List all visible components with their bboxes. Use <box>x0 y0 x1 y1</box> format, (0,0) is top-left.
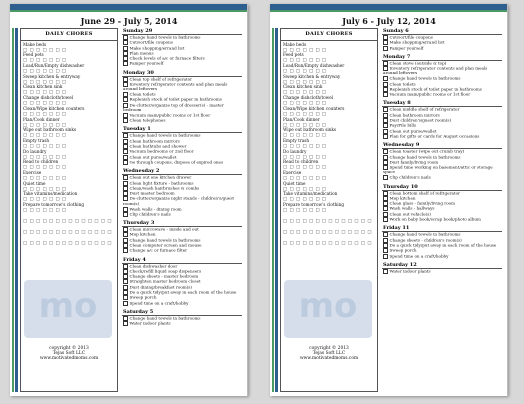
daily-chore-label: Plan/Cook dinner <box>283 116 320 122</box>
task-checkbox[interactable] <box>123 56 128 61</box>
task-label: Clean toaster (wipe out crumb tray) <box>389 148 465 154</box>
task-label: Clean computer screen and mouse <box>129 242 202 248</box>
daily-chore-label: Plan/Cook dinner <box>23 116 60 122</box>
task-label: Change hand towels in bathrooms <box>129 34 201 40</box>
daily-chore-label: Prepare tomorrow's clothing <box>283 202 345 207</box>
daily-chore-label: Feed pets <box>283 52 304 58</box>
task-checkbox[interactable] <box>383 254 388 259</box>
task-checkbox[interactable] <box>123 118 128 123</box>
task-label: Vacuum main/public rooms or 1st floor <box>129 112 211 118</box>
task-checkbox[interactable] <box>123 264 128 269</box>
weekly-task-list <box>382 28 502 392</box>
motivated-moms-logo <box>284 280 372 338</box>
daily-chore-label: Make beds <box>23 41 47 47</box>
daily-chore-checkboxes[interactable]: □ □ □ □ □ □ □ <box>23 185 67 191</box>
week-title: June 29 - July 5, 2014 <box>80 16 178 26</box>
daily-chore-checkboxes[interactable]: □ □ □ □ □ □ □ <box>283 57 327 63</box>
task-checkbox[interactable] <box>123 186 128 191</box>
task-label: Spend time on a craft/hobby <box>129 300 189 306</box>
day-heading: Tuesday 1 <box>122 126 242 133</box>
daily-chore-label: Quiet time <box>23 180 46 186</box>
task-label: Clean out purse/wallet <box>389 128 437 134</box>
task-label: Change hand towels in bathrooms <box>129 132 201 138</box>
task-checkbox[interactable] <box>123 290 128 295</box>
task-checkbox[interactable] <box>383 155 388 160</box>
task-checkbox[interactable] <box>383 107 388 112</box>
daily-chore-label: Empty trash <box>23 137 50 143</box>
task-checkbox[interactable] <box>123 92 128 97</box>
task-item <box>382 134 502 139</box>
task-checkbox[interactable] <box>123 243 128 248</box>
task-checkbox[interactable] <box>123 113 128 118</box>
company-line: Tejas Soft LLC <box>52 351 86 357</box>
task-checkbox[interactable] <box>383 206 388 211</box>
daily-chore-checkboxes[interactable]: □ □ □ □ □ □ □ <box>23 121 67 127</box>
task-label: Clip children's nails <box>129 211 171 217</box>
task-label: Plan for gifts or cards for August occasions <box>389 133 480 139</box>
task-label: Inventory refrigerator contents and plan meals around leftovers <box>383 65 488 76</box>
task-checkbox[interactable] <box>383 118 388 123</box>
task-checkbox[interactable] <box>383 46 388 51</box>
task-label: Dust dining/breakfast room(s) <box>129 284 192 290</box>
task-label: Clean middle shelf of refrigerator <box>389 106 460 112</box>
task-checkbox[interactable] <box>123 77 128 82</box>
task-checkbox[interactable] <box>383 149 388 154</box>
task-label: Go through coupons, dispose of expired ones <box>129 159 224 165</box>
task-label: Clean light fixture - bathrooms <box>129 180 194 186</box>
daily-chore-label: Sweep kitchen & entryway <box>23 73 81 79</box>
task-item <box>122 103 242 113</box>
daily-chores-heading: DAILY CHORES <box>281 29 377 41</box>
task-item <box>382 165 502 175</box>
daily-chore-label: Do laundry <box>283 148 307 154</box>
task-label: Replenish stock of toilet paper in bathrooms <box>129 96 222 102</box>
task-label: Vacuum main/public rooms or 1st floor <box>389 91 471 97</box>
task-label: Sweep porch <box>129 294 157 300</box>
task-checkbox[interactable] <box>123 248 128 253</box>
daily-chore-checkboxes[interactable]: □ □ □ □ □ □ □ <box>283 46 327 52</box>
task-checkbox[interactable] <box>123 285 128 290</box>
task-item <box>382 254 502 259</box>
task-item <box>122 196 242 206</box>
task-checkbox[interactable] <box>123 155 128 160</box>
task-checkbox[interactable] <box>123 212 128 217</box>
task-label: Sweep porch <box>389 247 417 253</box>
task-checkbox[interactable] <box>123 149 128 154</box>
task-item <box>382 92 502 97</box>
task-label: Cut/sort/file coupons <box>129 39 173 45</box>
blank-checkbox-row[interactable]: □ □ □ □ □ □ □ □ □ □ □ □ □ □ <box>283 229 372 234</box>
task-checkbox[interactable] <box>383 129 388 134</box>
task-label: Inventory refrigerator contents and plan meals around leftovers <box>123 81 228 92</box>
task-label: Wash walls - dining room <box>129 206 182 212</box>
task-label: Clip children's nails <box>389 174 431 180</box>
daily-chore-checkboxes[interactable]: □ □ □ □ □ □ □ <box>23 153 67 159</box>
header-bar-green <box>10 10 248 12</box>
task-checkbox[interactable] <box>383 92 388 97</box>
daily-chores-list <box>281 42 377 245</box>
task-item <box>122 61 242 66</box>
task-checkbox[interactable] <box>123 321 128 326</box>
daily-chore-label: Clean/Wipe kitchen counters <box>23 105 85 111</box>
daily-chore-checkboxes[interactable]: □ □ □ □ □ □ □ <box>283 142 327 148</box>
daily-chore-checkboxes[interactable]: □ □ □ □ □ □ □ <box>23 196 67 202</box>
task-checkbox[interactable] <box>383 269 388 274</box>
daily-chore-checkboxes[interactable]: □ □ □ □ □ □ □ <box>23 68 67 74</box>
task-checkbox[interactable] <box>383 217 388 222</box>
daily-chore-checkboxes[interactable]: □ □ □ □ □ □ □ <box>283 68 327 74</box>
logo-text: mo <box>298 286 358 326</box>
side-bar-blue <box>15 28 18 392</box>
task-label: Change sheets - master bedroom <box>129 273 199 279</box>
website-line: www.motivatedmoms.com <box>299 356 359 362</box>
task-label: Work on baby book/scrap book/photo album <box>389 216 481 222</box>
daily-chore-label: Quiet time <box>283 180 306 186</box>
daily-chore-checkboxes[interactable]: □ □ □ □ □ □ □ <box>23 142 67 148</box>
task-label: Make shopping/errand list <box>389 39 445 45</box>
daily-chore-checkboxes[interactable]: □ □ □ □ □ □ □ <box>283 89 327 95</box>
task-label: Do a quick tidy/put away in each room of the house <box>129 289 237 295</box>
side-bar-green <box>272 28 274 392</box>
task-label: Clean glass - family/living room <box>389 200 456 206</box>
daily-chore-checkboxes[interactable]: □ □ □ □ □ □ □ <box>283 207 327 212</box>
daily-chore-checkboxes[interactable]: □ □ □ □ □ □ □ <box>23 164 67 170</box>
daily-chore-label: Load/Run/Empty dishwasher <box>23 63 85 69</box>
task-checkbox[interactable] <box>123 269 128 274</box>
day-heading: Friday 4 <box>122 257 242 264</box>
daily-chore-checkboxes[interactable]: □ □ □ □ □ □ □ <box>23 78 67 84</box>
task-label: Wash walls - hallways <box>389 205 435 211</box>
side-bar-blue <box>275 28 278 392</box>
task-checkbox[interactable] <box>383 123 388 128</box>
daily-chore-label: Take vitamins/medication <box>23 191 78 197</box>
task-label: Clean microwave - inside and out <box>129 226 199 232</box>
task-checkbox[interactable] <box>123 40 128 45</box>
daily-chore-label: Take vitamins/medication <box>283 191 338 197</box>
task-label: Pamper yourself <box>389 45 424 51</box>
day-heading: Wednesday 2 <box>122 168 242 175</box>
task-checkbox[interactable] <box>383 35 388 40</box>
task-label: Dust children's/guest room(s) <box>389 117 452 123</box>
task-label: Check/refill liquid soap dispensers <box>129 268 202 274</box>
task-checkbox[interactable] <box>383 232 388 237</box>
task-label: Clean out purse/wallet <box>129 154 177 160</box>
page-edge <box>247 4 248 396</box>
task-label: Change a/c or furnace filter <box>129 247 188 253</box>
task-checkbox[interactable] <box>123 61 128 66</box>
task-label: Clean bathroom mirrors <box>129 138 180 144</box>
daily-chore-checkboxes[interactable]: □ □ □ □ □ □ □ <box>283 100 327 106</box>
website-line: www.motivatedmoms.com <box>39 356 99 362</box>
company-line: Tejas Soft LLC <box>312 351 346 357</box>
task-label: Pay/File bills <box>389 122 417 128</box>
daily-chore-label: Prepare tomorrow's clothing <box>23 202 85 207</box>
task-item <box>122 82 242 92</box>
week-title: July 6 - July 12, 2014 <box>342 16 436 26</box>
daily-chores-heading: DAILY CHORES <box>21 29 117 41</box>
task-label: Cut/sort/file coupons <box>389 34 433 40</box>
blank-checkbox-row[interactable]: □ □ □ □ □ □ □ □ □ □ □ □ □ □ <box>23 229 112 234</box>
task-checkbox[interactable] <box>383 248 388 253</box>
task-checkbox[interactable] <box>383 113 388 118</box>
daily-chore-checkboxes[interactable]: □ □ □ □ □ □ □ <box>23 89 67 95</box>
task-checkbox[interactable] <box>383 175 388 180</box>
task-checkbox[interactable] <box>383 160 388 165</box>
blank-checkbox-row[interactable]: □ □ □ □ □ □ □ □ □ □ □ □ □ □ <box>23 240 112 245</box>
task-checkbox[interactable] <box>123 139 128 144</box>
task-label: Pamper yourself <box>129 60 164 66</box>
day-heading: Tuesday 8 <box>382 100 502 107</box>
task-item <box>122 212 242 217</box>
task-label: Plan menus <box>129 50 154 56</box>
task-item <box>382 175 502 180</box>
day-heading: Thursday 3 <box>122 220 242 227</box>
task-label: Check levels of a/c or furnace filters <box>129 55 205 61</box>
daily-chore-label: Wipe out bathroom sinks <box>23 127 77 133</box>
blank-checkbox-row[interactable]: □ □ □ □ □ □ □ □ □ □ □ □ □ □ <box>283 218 372 223</box>
task-label: Clean out one kitchen drawer <box>129 174 192 180</box>
daily-chore-checkboxes[interactable]: □ □ □ □ □ □ □ <box>283 153 327 159</box>
daily-chore-checkboxes[interactable]: □ □ □ □ □ □ □ <box>23 46 67 52</box>
task-label: Clean bathtubs and shower <box>129 143 187 149</box>
task-label: De-clutter/organize night stands - children's/guest room(s) <box>123 195 235 206</box>
daily-chore-label: Exercise <box>283 169 302 175</box>
side-bar-green <box>12 28 14 392</box>
task-label: Clean toilets <box>389 81 416 87</box>
task-label: Clean top shelf of refrigerator <box>129 76 193 82</box>
task-label: Change hand towels in bathrooms <box>389 154 461 160</box>
task-label: Do a quick tidy/put away in each room of the house <box>389 242 497 248</box>
task-label: Spend time on a craft/hobby <box>389 253 449 258</box>
task-label: Straighten master bedroom closet <box>129 278 201 284</box>
day-heading: Saturday 5 <box>122 309 242 316</box>
daily-chore-checkboxes[interactable]: □ □ □ □ □ □ □ <box>283 185 327 191</box>
daily-chore-label: Clean/Wipe kitchen counters <box>283 105 345 111</box>
daily-chore-label: Change dishcloth/towel <box>283 95 334 101</box>
day-heading: Monday 30 <box>122 70 242 77</box>
task-label: Mop kitchen <box>389 195 416 201</box>
daily-chore-label: Clean kitchen sink <box>23 84 63 90</box>
task-label: Clean out vehicle(s) <box>389 211 431 217</box>
daily-chore-checkboxes[interactable]: □ □ □ □ □ □ □ <box>23 100 67 106</box>
copyright-line: copyright © 2013 <box>49 346 89 351</box>
task-checkbox[interactable] <box>123 133 128 138</box>
task-checkbox[interactable] <box>383 196 388 201</box>
task-checkbox[interactable] <box>123 279 128 284</box>
planner-page-week-2 <box>270 4 508 396</box>
daily-chore-label: Change dishcloth/towel <box>23 95 74 101</box>
day-heading: Saturday 12 <box>382 262 502 269</box>
daily-chore-label: Load/Run/Empty dishwasher <box>283 63 345 69</box>
task-checkbox[interactable] <box>123 160 128 165</box>
daily-chore-label: Sweep kitchen & entryway <box>283 73 341 79</box>
copyright-block <box>280 346 378 362</box>
daily-chore-label: Wipe out bathroom sinks <box>283 127 337 133</box>
task-checkbox[interactable] <box>383 238 388 243</box>
task-checkbox[interactable] <box>383 61 388 66</box>
daily-chore-checkboxes[interactable]: □ □ □ □ □ □ □ <box>23 174 67 180</box>
task-checkbox[interactable] <box>383 191 388 196</box>
daily-chore-checkboxes[interactable]: □ □ □ □ □ □ □ <box>23 207 67 212</box>
task-label: Replenish stock of toilet paper in bathrooms <box>389 86 482 92</box>
task-checkbox[interactable] <box>123 238 128 243</box>
daily-chore-label: Empty trash <box>283 137 310 143</box>
page-edge <box>507 4 508 396</box>
task-item <box>122 160 242 165</box>
task-checkbox[interactable] <box>123 97 128 102</box>
task-checkbox[interactable] <box>123 207 128 212</box>
weekly-task-list <box>122 28 242 392</box>
task-label: Make shopping/errand list <box>129 45 185 51</box>
daily-chore-checkboxes[interactable]: □ □ □ □ □ □ □ <box>23 132 67 138</box>
task-checkbox[interactable] <box>123 181 128 186</box>
task-checkbox[interactable] <box>123 35 128 40</box>
copyright-block <box>20 346 118 362</box>
daily-chore-label: Exercise <box>23 169 42 175</box>
task-item <box>122 118 242 123</box>
task-label: Change hand towels in bathrooms <box>389 231 461 237</box>
task-item <box>382 46 502 51</box>
task-checkbox[interactable] <box>123 316 128 321</box>
copyright-line: copyright © 2013 <box>309 346 349 351</box>
task-item <box>122 321 242 326</box>
day-heading: Sunday 6 <box>382 28 502 35</box>
task-item <box>122 248 242 253</box>
daily-chore-checkboxes[interactable]: □ □ □ □ □ □ □ <box>283 110 327 116</box>
day-heading: Sunday 29 <box>122 28 242 35</box>
header-bar-green <box>270 10 508 12</box>
task-label: Dust master bedroom <box>129 190 175 196</box>
task-item <box>382 269 502 274</box>
task-checkbox[interactable] <box>383 201 388 206</box>
task-label: Water indoor plants <box>129 320 171 326</box>
task-checkbox[interactable] <box>383 134 388 139</box>
task-label: Mop kitchen <box>129 231 156 237</box>
task-item <box>382 66 502 76</box>
daily-chore-label: Read to children <box>23 159 59 165</box>
task-checkbox[interactable] <box>123 227 128 232</box>
day-heading: Thursday 10 <box>382 184 502 191</box>
task-checkbox[interactable] <box>383 82 388 87</box>
daily-chore-checkboxes[interactable]: □ □ □ □ □ □ □ <box>283 78 327 84</box>
task-checkbox[interactable] <box>383 243 388 248</box>
daily-chore-label: Clean kitchen sink <box>283 84 323 90</box>
task-label: Clean dishwasher door <box>129 263 178 269</box>
task-label: Clean bathroom mirrors <box>389 112 440 118</box>
logo-text: mo <box>38 286 98 326</box>
task-checkbox[interactable] <box>123 191 128 196</box>
task-label: Change hand towels in bathrooms <box>129 237 201 243</box>
daily-chore-checkboxes[interactable]: □ □ □ □ □ □ □ <box>283 164 327 170</box>
task-label: Change hand towels in bathrooms <box>129 315 201 321</box>
daily-chore-checkboxes[interactable]: □ □ □ □ □ □ □ <box>23 110 67 116</box>
task-item <box>122 301 242 306</box>
task-checkbox[interactable] <box>123 51 128 56</box>
daily-chore-label: Read to children <box>283 159 319 165</box>
task-label: Clean/wash hairbrushes & combs <box>129 185 200 191</box>
task-checkbox[interactable] <box>123 175 128 180</box>
task-label: Clean stove (outside & top) <box>389 60 447 66</box>
task-checkbox[interactable] <box>383 76 388 81</box>
motivated-moms-logo <box>24 280 112 338</box>
daily-chore-checkboxes[interactable]: □ □ □ □ □ □ □ <box>283 196 327 202</box>
task-checkbox[interactable] <box>383 212 388 217</box>
task-checkbox[interactable] <box>383 87 388 92</box>
daily-chore-checkboxes[interactable]: □ □ □ □ □ □ □ <box>23 57 67 63</box>
task-label: Vacuum bedrooms or 2nd floor <box>129 148 194 154</box>
daily-chores-list <box>21 42 117 245</box>
blank-checkbox-row[interactable]: □ □ □ □ □ □ □ □ □ □ □ □ □ □ <box>23 218 112 223</box>
daily-chore-checkboxes[interactable]: □ □ □ □ □ □ □ <box>283 174 327 180</box>
task-checkbox[interactable] <box>383 40 388 45</box>
task-label: Change sheets - children's room(s) <box>389 237 462 243</box>
task-label: Clean toilets <box>129 91 156 97</box>
day-heading: Wednesday 9 <box>382 142 502 149</box>
planner-page-week-1 <box>10 4 248 396</box>
task-checkbox[interactable] <box>123 274 128 279</box>
task-checkbox[interactable] <box>123 144 128 149</box>
task-label: Clean bottom shelf of refrigerator <box>389 190 461 196</box>
daily-chore-label: Do laundry <box>23 148 47 154</box>
daily-chore-label: Make beds <box>283 41 307 47</box>
day-heading: Friday 11 <box>382 225 502 232</box>
task-checkbox[interactable] <box>123 295 128 300</box>
task-checkbox[interactable] <box>123 232 128 237</box>
task-checkbox[interactable] <box>123 301 128 306</box>
day-heading: Monday 7 <box>382 54 502 61</box>
task-label: Clean telephones <box>129 117 166 123</box>
task-checkbox[interactable] <box>123 46 128 51</box>
task-item <box>382 217 502 222</box>
task-label: De-clutter/organize top of dresser(s) - master bedroom <box>123 102 224 113</box>
blank-checkbox-row[interactable]: □ □ □ □ □ □ □ □ □ □ □ □ □ □ <box>283 240 372 245</box>
task-label: Spend time working on basement/attic or storage space <box>383 164 493 175</box>
task-label: Change hand towels in bathrooms <box>389 75 461 81</box>
task-label: Water indoor plants <box>389 268 431 274</box>
daily-chore-checkboxes[interactable]: □ □ □ □ □ □ □ <box>283 121 327 127</box>
daily-chore-label: Feed pets <box>23 52 44 58</box>
daily-chore-checkboxes[interactable]: □ □ □ □ □ □ □ <box>283 132 327 138</box>
task-label: Dust family/living room <box>389 159 439 165</box>
